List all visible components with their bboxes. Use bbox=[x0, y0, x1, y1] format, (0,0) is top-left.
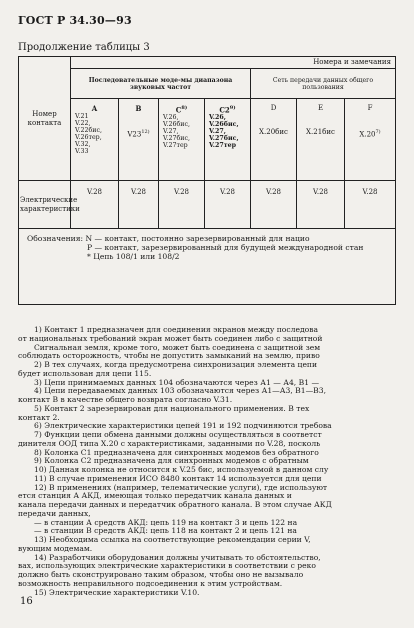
value-item: V.22, bbox=[75, 119, 91, 127]
footnote-line: 15) Электрические характеристики V.10. bbox=[34, 587, 200, 597]
footnote-line: 9) Колонка С2 предназначена для синхронных модемов с обратным bbox=[34, 456, 309, 466]
table-cell: V.28 bbox=[297, 181, 345, 229]
footnote-line: 12) В применениях (например, телематические услуги), где используют bbox=[34, 482, 328, 492]
footnote-line: передачи данных, bbox=[18, 508, 91, 518]
value-item: X.20бис bbox=[259, 127, 288, 136]
column-c2 bbox=[205, 99, 251, 181]
footnote-line: 10) Данная колонка не относится к V.25 бис, используемой в данном слу bbox=[34, 465, 329, 474]
footnote-line: должно быть сконструировано таким образом, чтобы оно не вызывало bbox=[18, 570, 304, 579]
column-a bbox=[71, 99, 119, 181]
serial-modems-header: Последовательные моде-мы диапазона звуковых частот bbox=[71, 69, 251, 99]
footnote-line: 6) Электрические характеристики цепей 191 и 192 подчиняются требова bbox=[34, 421, 332, 431]
column-letter: F bbox=[367, 104, 373, 112]
value-item: V.26тер, bbox=[75, 133, 102, 141]
footnote-line: 14) Разработчики оборудования должны учитывать то обстоятельство, bbox=[34, 552, 321, 562]
contact-number-header: Номер контакта bbox=[19, 57, 71, 181]
value-item: V.33 bbox=[75, 147, 89, 155]
value-item: V.21 bbox=[75, 112, 89, 120]
footnote-line: 2) В тех случаях, когда предусмотрена синхронизация элемента цепи bbox=[34, 360, 318, 369]
column-d bbox=[251, 99, 297, 181]
value-item: V23 bbox=[127, 129, 142, 138]
footnote-line: 13) Необходима ссылка на соответствующие рекомендации серии V, bbox=[34, 535, 311, 544]
value-item: V.27тер bbox=[209, 141, 237, 149]
table-cell: V.28 bbox=[71, 181, 119, 229]
value-item: V.27бис, bbox=[163, 134, 190, 142]
contacts-table bbox=[18, 56, 396, 305]
footnote-line: 7) Функции цепи обмена данными должны осуществляться в соответст bbox=[34, 430, 322, 439]
value-item: V.26бис, bbox=[209, 120, 239, 128]
footnote-line: — в станции А средств АКД: цепь 119 на контакт 3 и цепь 122 на bbox=[34, 517, 298, 527]
footnote-line: динителя ООД типа Х.20 с характеристиками, заданными по V.28, посколь bbox=[18, 438, 321, 448]
footnote-line: 4) Цепи передаваемых данных 103 обозначаются через А1—А3, В1—В3, bbox=[34, 386, 326, 396]
footnote-line: соблюдать осторожность, чтобы не допустить замыканий на землю, приво bbox=[18, 351, 320, 361]
value-item: X.20 bbox=[359, 129, 376, 138]
footnote-ref: 7) bbox=[375, 128, 381, 135]
table-cell: V.28 bbox=[159, 181, 205, 229]
value-item: V.26бис, bbox=[163, 120, 190, 128]
numbers-remarks-header: Номера и замечания bbox=[71, 57, 396, 69]
table-cell: V.28 bbox=[345, 181, 396, 229]
legend-line: Обозначения: N — контакт, постоянно зарезервированный для нацио bbox=[27, 234, 310, 243]
footnote-ref: 8) bbox=[181, 105, 188, 111]
footnote-line: 8) Колонка С1 предназначена для синхронных модемов без обратного bbox=[34, 447, 319, 457]
column-c1 bbox=[159, 99, 205, 181]
column-letter: A bbox=[91, 104, 98, 113]
footnote-line: — в станции В средств АКД: цепь 118 на контакт 2 и цепь 121 на bbox=[34, 526, 297, 536]
column-letter: D bbox=[270, 104, 277, 112]
table-cell: V.28 bbox=[251, 181, 297, 229]
value-item: V.22бис, bbox=[75, 126, 102, 134]
value-item: X.21бис bbox=[306, 127, 335, 136]
footnote-line: 3) Цепи принимаемых данных 104 обозначаются через А1 — А4, В1 — bbox=[34, 377, 320, 387]
footnote-line: 5) Контакт 2 зарезервирован для национального применения. В тех bbox=[34, 403, 310, 413]
column-letter: C2 bbox=[219, 105, 230, 115]
footnotes bbox=[18, 326, 395, 597]
footnote-ref: 9) bbox=[229, 105, 236, 111]
footnote-line: возможность неправильного подсоединения к этим устройствам. bbox=[18, 578, 283, 588]
column-b bbox=[119, 99, 159, 181]
legend-line: P — контакт, зарезервированный для будущей международной стан bbox=[87, 242, 364, 252]
footnote-line: 1) Контакт 1 предназначен для соединения экранов между последова bbox=[34, 325, 319, 334]
footnote-line: будет использован для цепи 115. bbox=[18, 368, 152, 378]
column-values bbox=[205, 114, 250, 149]
value-item: V.27тер bbox=[163, 141, 188, 149]
footnote-line: вующим модемам. bbox=[18, 543, 93, 553]
footnote-line: вах, использующих электрические характеристики в соответствии с реко bbox=[18, 561, 316, 571]
column-letter: E bbox=[317, 104, 324, 112]
footnote-line: Сигнальная земля, кроме того, может быть соединена с защитной зем bbox=[34, 342, 321, 352]
value-item: V.26, bbox=[209, 113, 226, 121]
footnote-line: ется станция А АКД, имеющая только передатчик канала данных и bbox=[18, 491, 292, 501]
value-item: V.26, bbox=[163, 113, 179, 121]
column-letter: B bbox=[135, 104, 142, 113]
column-values bbox=[159, 114, 204, 149]
electrical-characteristics-label: Электрические характеристики bbox=[19, 181, 71, 229]
table-continuation-label: Продолжение таблицы 3 bbox=[18, 42, 150, 53]
footnote-line: от национальных требований экран может быть соединен либо с защитной bbox=[18, 333, 323, 343]
value-item: V.27, bbox=[209, 127, 226, 135]
value-item: V.32, bbox=[75, 140, 91, 148]
legend-line: * Цепь 108/1 или 108/2 bbox=[87, 251, 180, 261]
column-f bbox=[345, 99, 396, 181]
footnote-line: контакт В в качестве общего возврата согласно V.31. bbox=[18, 395, 233, 404]
page-number: 16 bbox=[20, 596, 33, 607]
column-e bbox=[297, 99, 345, 181]
public-data-network-header: Сеть передачи данных общего пользования bbox=[251, 69, 396, 99]
value-item: V.27, bbox=[163, 127, 179, 135]
document-header: ГОСТ Р 34.30—93 bbox=[18, 14, 132, 27]
footnote-line: 11) В случае применения ИСО 8480 контакт 14 используется для цепи bbox=[34, 473, 322, 483]
footnote-ref: 12) bbox=[141, 128, 150, 135]
column-values bbox=[71, 113, 118, 155]
table-cell: V.28 bbox=[119, 181, 159, 229]
footnote-line: канала передачи данных и передатчик обратного канала. В этом случае АКД bbox=[18, 500, 332, 509]
legend-block bbox=[19, 229, 396, 305]
value-item: V.27бис, bbox=[209, 134, 239, 142]
footnote-line: контакт 2. bbox=[18, 412, 60, 422]
column-letter: C bbox=[175, 105, 182, 115]
table-cell: V.28 bbox=[205, 181, 251, 229]
